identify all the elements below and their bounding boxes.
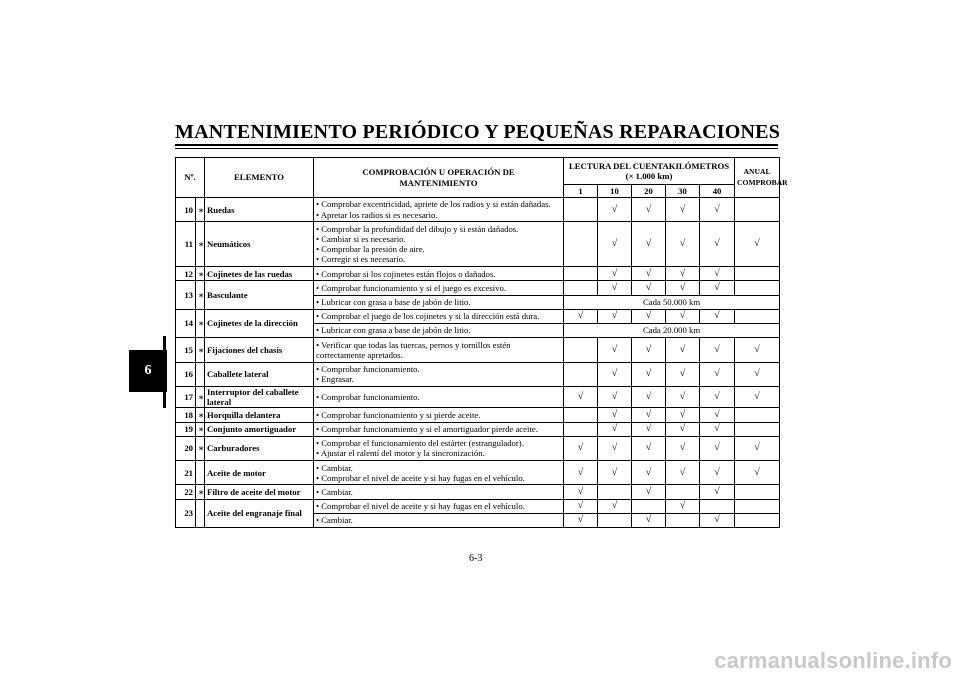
element-name: Cojinetes de la dirección: [205, 309, 314, 337]
header-km-40: 40: [700, 185, 735, 198]
row-number: 21: [176, 461, 196, 485]
check-cell: √: [598, 222, 632, 267]
check-cell: [735, 198, 780, 222]
check-cell: √: [632, 485, 666, 499]
row-number: 11: [176, 222, 196, 267]
check-cell: √: [700, 362, 735, 386]
operation-cell: [314, 422, 564, 436]
element-name: Aceite del engranaje final: [205, 499, 314, 527]
operation-cell: [314, 281, 564, 295]
star-marker: [196, 362, 205, 386]
check-cell: √: [632, 222, 666, 267]
check-cell: [564, 267, 598, 281]
check-cell: √: [666, 499, 700, 513]
table-row: [176, 267, 780, 281]
operation-line: • Engrasar.: [316, 374, 354, 385]
operation-cell: [314, 499, 564, 513]
header-odometer-line2: (× 1.000 km): [625, 171, 673, 181]
check-cell: √: [632, 461, 666, 485]
element-name: Neumáticos: [205, 222, 314, 267]
check-cell: √: [735, 386, 780, 407]
row-number: 23: [176, 499, 196, 527]
operation-cell: [314, 461, 564, 485]
check-cell: √: [632, 338, 666, 362]
check-cell: √: [632, 422, 666, 436]
row-number: 12: [176, 267, 196, 281]
check-cell: √: [564, 309, 598, 323]
check-cell: √: [666, 461, 700, 485]
operation-cell: [314, 267, 564, 281]
operation-cell: [314, 222, 564, 267]
operation-line: • Lubricar con grasa a base de jabón de litio.: [316, 325, 471, 336]
check-cell: √: [666, 281, 700, 295]
operation-line: • Cambiar.: [316, 462, 353, 473]
check-cell: √: [700, 198, 735, 222]
operation-cell: [314, 295, 564, 309]
check-cell: √: [666, 436, 700, 460]
check-cell: [598, 513, 632, 527]
star-marker: ∗: [196, 222, 205, 267]
check-cell: [564, 198, 598, 222]
check-cell: [564, 422, 598, 436]
operation-cell: [314, 323, 564, 337]
check-cell: [735, 309, 780, 323]
operation-line: • Lubricar con grasa a base de jabón de litio.: [316, 297, 471, 308]
table-row: [176, 422, 780, 436]
element-name: Interruptor del caballete lateral: [205, 386, 314, 407]
star-marker: ∗: [196, 309, 205, 337]
check-cell: √: [598, 499, 632, 513]
table-body: [176, 198, 780, 528]
check-cell: √: [632, 198, 666, 222]
operation-line: • Comprobar la profundidad del dibujo y si están dañados.: [316, 223, 519, 234]
check-cell: [735, 267, 780, 281]
check-cell: √: [700, 461, 735, 485]
star-marker: ∗: [196, 408, 205, 422]
check-cell: √: [666, 198, 700, 222]
star-marker: ∗: [196, 485, 205, 499]
check-cell: √: [632, 309, 666, 323]
check-cell: √: [735, 362, 780, 386]
element-name: Filtro de aceite del motor: [205, 485, 314, 499]
operation-line: • Comprobar si los cojinetes están flojos o dañados.: [316, 268, 496, 279]
operation-cell: [314, 485, 564, 499]
check-cell: √: [700, 222, 735, 267]
check-cell: √: [632, 267, 666, 281]
check-cell: √: [598, 386, 632, 407]
check-cell: √: [700, 436, 735, 460]
check-cell: [598, 485, 632, 499]
operation-line: • Verificar que todas las tuercas, pernos y tornillos estén: [316, 339, 511, 350]
check-cell: √: [598, 198, 632, 222]
check-cell: [564, 222, 598, 267]
check-cell: √: [700, 386, 735, 407]
row-number: 13: [176, 281, 196, 309]
star-marker: [196, 461, 205, 485]
row-number: 18: [176, 408, 196, 422]
check-cell: √: [700, 267, 735, 281]
operation-line: • Comprobar funcionamiento.: [316, 364, 420, 374]
check-cell: √: [700, 408, 735, 422]
operation-cell: [314, 436, 564, 460]
check-cell: √: [700, 513, 735, 527]
check-cell: √: [598, 267, 632, 281]
operation-line: • Apretar los radios si es necesario.: [316, 209, 438, 220]
operation-line: • Comprobar funcionamiento y si el amortiguador pierde aceite.: [316, 423, 538, 434]
check-cell: √: [666, 408, 700, 422]
row-number: 20: [176, 436, 196, 460]
check-cell: [632, 499, 666, 513]
table-row: [176, 222, 780, 267]
header-operation-line1: COMPROBACIÓN U OPERACIÓN DE: [362, 167, 515, 178]
check-cell: √: [632, 408, 666, 422]
header-annual-line2: COMPROBAR: [737, 177, 788, 187]
star-marker: ∗: [196, 422, 205, 436]
element-name: Horquilla delantera: [205, 408, 314, 422]
operation-cell: [314, 408, 564, 422]
operation-line: • Ajustar el ralentí del motor y la sincronización.: [316, 448, 485, 459]
operation-line: correctamente apretados.: [316, 349, 403, 360]
check-cell: √: [735, 436, 780, 460]
title-rule: [175, 144, 778, 146]
table-header: [176, 158, 788, 198]
row-number: 19: [176, 422, 196, 436]
check-cell: [700, 499, 735, 513]
star-marker: ∗: [196, 386, 205, 407]
check-cell: √: [666, 386, 700, 407]
check-cell: √: [700, 338, 735, 362]
check-cell: √: [598, 281, 632, 295]
header-operation-line2: MANTENIMIENTO: [399, 177, 478, 188]
operation-line: • Comprobar funcionamiento.: [316, 392, 420, 402]
interval-text: Cada 20.000 km: [564, 323, 780, 337]
check-cell: [564, 362, 598, 386]
table-row: [176, 386, 780, 407]
check-cell: √: [564, 499, 598, 513]
maintenance-table: [175, 157, 788, 528]
check-cell: [666, 513, 700, 527]
check-cell: [735, 513, 780, 527]
check-cell: √: [598, 408, 632, 422]
check-cell: [735, 485, 780, 499]
table-row: [176, 485, 780, 499]
check-cell: [564, 408, 598, 422]
element-name: Ruedas: [205, 198, 314, 222]
table-row: [176, 281, 780, 295]
page-number: 6-3: [469, 553, 483, 564]
row-number: 17: [176, 386, 196, 407]
check-cell: √: [598, 338, 632, 362]
check-cell: √: [700, 485, 735, 499]
operation-cell: [314, 309, 564, 323]
element-name: Cojinetes de las ruedas: [205, 267, 314, 281]
interval-text: Cada 50.000 km: [564, 295, 780, 309]
check-cell: [564, 338, 598, 362]
check-cell: √: [666, 222, 700, 267]
check-cell: √: [632, 362, 666, 386]
check-cell: √: [700, 422, 735, 436]
check-cell: √: [666, 267, 700, 281]
element-name: Conjunto amortiguador: [205, 422, 314, 436]
table-row: [176, 362, 780, 386]
element-name: Fijaciones del chasis: [205, 338, 314, 362]
operation-line: • Comprobar el funcionamiento del estárter (estrangulador).: [316, 438, 524, 449]
header-annual-line1: ANUAL: [743, 167, 771, 177]
table-row: [176, 338, 780, 362]
header-annual: [735, 158, 788, 198]
element-name: Basculante: [205, 281, 314, 309]
star-marker: [196, 499, 205, 527]
check-cell: [735, 408, 780, 422]
row-number: 22: [176, 485, 196, 499]
operation-line: • Cambiar.: [316, 515, 353, 526]
title-rule-thin: [175, 148, 778, 149]
check-cell: [735, 422, 780, 436]
table-row: [176, 436, 780, 460]
check-cell: √: [598, 461, 632, 485]
header-operation: [314, 158, 564, 198]
watermark: carmanualsonline.info: [714, 648, 952, 673]
header-km-10: 10: [598, 185, 632, 198]
check-cell: √: [735, 461, 780, 485]
operation-cell: [314, 198, 564, 222]
operation-line: • Cambiar.: [316, 486, 353, 497]
check-cell: √: [598, 362, 632, 386]
check-cell: √: [666, 422, 700, 436]
header-km-30: 30: [666, 185, 700, 198]
check-cell: √: [666, 338, 700, 362]
table-row: [176, 198, 780, 222]
check-cell: √: [564, 386, 598, 407]
operation-line: • Comprobar excentricidad, apriete de los radios y si están dañadas.: [316, 199, 551, 210]
table-row: [176, 461, 780, 485]
check-cell: √: [564, 436, 598, 460]
check-cell: √: [666, 362, 700, 386]
check-cell: [564, 281, 598, 295]
element-name: Caballete lateral: [205, 362, 314, 386]
operation-cell: [314, 338, 564, 362]
table-row: [176, 408, 780, 422]
element-name: Carburadores: [205, 436, 314, 460]
check-cell: [735, 499, 780, 513]
header-element: ELEMENTO: [205, 158, 314, 198]
operation-line: • Cambiar si es necesario.: [316, 234, 406, 245]
section-tab: 6: [129, 350, 167, 392]
check-cell: √: [632, 513, 666, 527]
page-title: MANTENIMIENTO PERIÓDICO Y PEQUEÑAS REPARACIONES: [175, 121, 781, 143]
header-odometer-line1: LECTURA DEL CUENTAKILÓMETROS: [568, 160, 730, 171]
header-odometer: [564, 158, 735, 185]
operation-cell: [314, 386, 564, 407]
operation-cell: [314, 362, 564, 386]
row-number: 10: [176, 198, 196, 222]
operation-line: • Comprobar funcionamiento y si pierde aceite.: [316, 409, 481, 420]
check-cell: √: [632, 281, 666, 295]
operation-line: • Comprobar la presión de aire.: [316, 244, 425, 255]
row-number: 15: [176, 338, 196, 362]
check-cell: √: [598, 422, 632, 436]
check-cell: √: [564, 513, 598, 527]
check-cell: √: [598, 436, 632, 460]
table-row: [176, 309, 780, 323]
header-km-20: 20: [632, 185, 666, 198]
row-number: 16: [176, 362, 196, 386]
star-marker: ∗: [196, 281, 205, 309]
check-cell: √: [700, 281, 735, 295]
check-cell: [666, 485, 700, 499]
operation-line: • Comprobar el nivel de aceite y si hay fugas en el vehículo.: [316, 501, 525, 512]
star-marker: ∗: [196, 267, 205, 281]
star-marker: ∗: [196, 198, 205, 222]
operation-line: • Corregir si es necesario.: [316, 254, 406, 265]
check-cell: √: [564, 461, 598, 485]
row-number: 14: [176, 309, 196, 337]
check-cell: √: [564, 485, 598, 499]
check-cell: √: [598, 309, 632, 323]
header-num: Nº.: [176, 158, 205, 198]
star-marker: ∗: [196, 338, 205, 362]
check-cell: √: [632, 436, 666, 460]
check-cell: √: [735, 338, 780, 362]
check-cell: [735, 281, 780, 295]
operation-cell: [314, 513, 564, 527]
header-km-1: 1: [564, 185, 598, 198]
check-cell: √: [735, 222, 780, 267]
table-row: [176, 499, 780, 513]
check-cell: √: [632, 386, 666, 407]
check-cell: √: [666, 309, 700, 323]
check-cell: √: [700, 309, 735, 323]
element-name: Aceite de motor: [205, 461, 314, 485]
star-marker: ∗: [196, 436, 205, 460]
operation-line: • Comprobar el juego de los cojinetes y si la dirección está dura.: [316, 311, 540, 322]
operation-line: • Comprobar el nivel de aceite y si hay fugas en el vehículo.: [316, 472, 525, 483]
operation-line: • Comprobar funcionamiento y si el juego es excesivo.: [316, 282, 507, 293]
